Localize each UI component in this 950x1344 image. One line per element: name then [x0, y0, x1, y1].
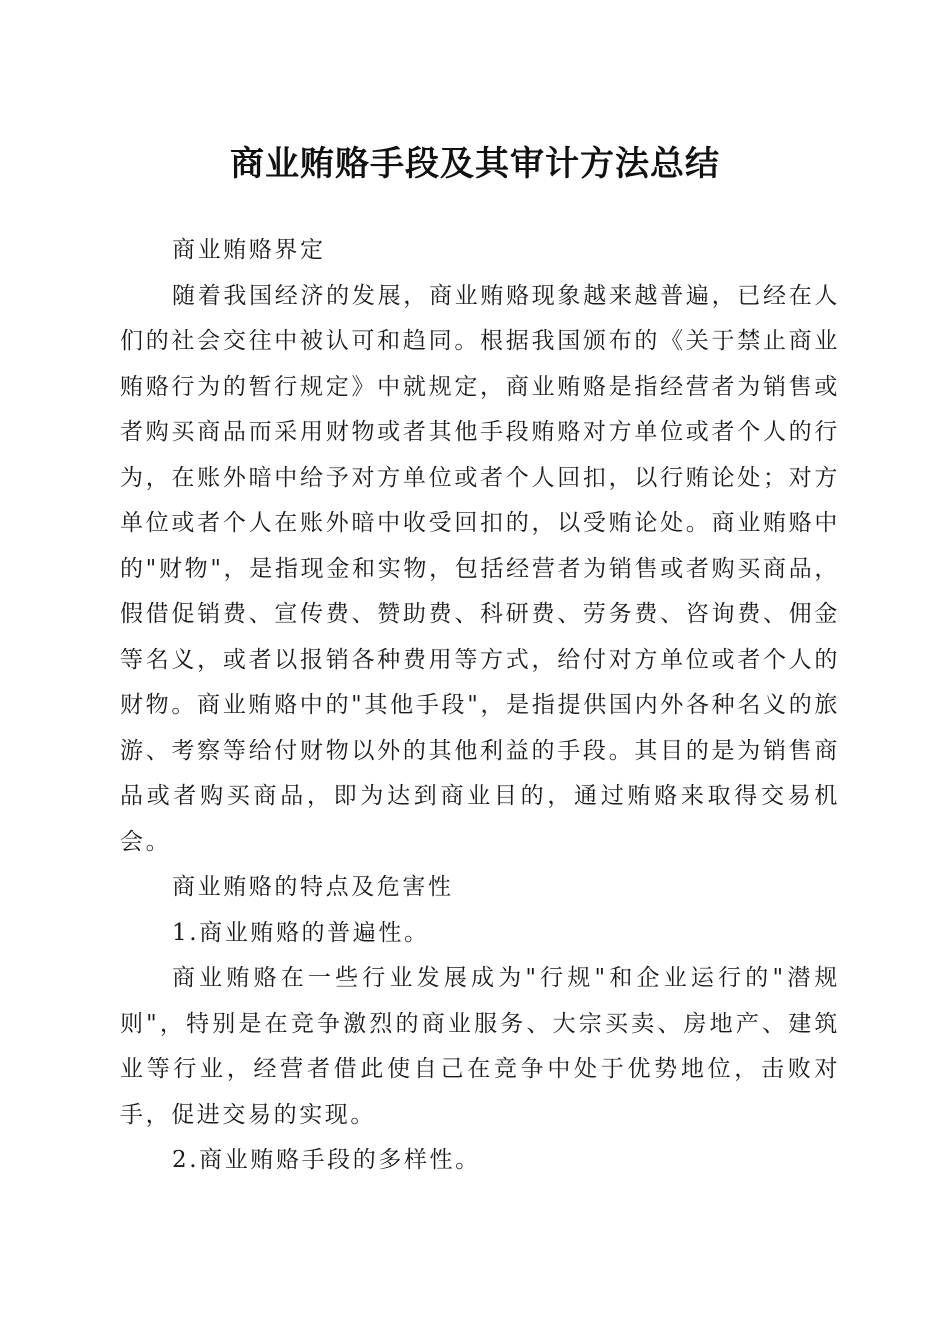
section-heading-characteristics: 商业贿赂的特点及危害性 — [172, 874, 454, 900]
document-body — [120, 228, 840, 1184]
list-item-universality: 1.商业贿赂的普遍性。 — [172, 919, 430, 946]
paragraph-universality: 商业贿赂在一些行业发展成为"行规"和企业运行的"潜规则"，特别是在竞争激烈的商业服务、大宗买卖、房地产、建筑业等行业，经营者借此使自己在竞争中处于优势地位，击败对手，促进交易的实现。 — [120, 965, 840, 1128]
section-heading-definition: 商业贿赂界定 — [172, 237, 326, 263]
list-item-diversity: 2.商业贿赂手段的多样性。 — [172, 1147, 481, 1173]
paragraph-definition: 随着我国经济的发展，商业贿赂现象越来越普遍，已经在人们的社会交往中被认可和趋同。根据我国颁布的《关于禁止商业贿赂行为的暂行规定》中就规定，商业贿赂是指经营者为销售或者购买商品而采用财物或者其他手段贿赂对方单位或者个人的行为，在账外暗中给予对方单位或者个人回扣，以行贿论处；对方单位或者个人在账外暗中收受回扣的，以受贿论处。商业贿赂中的"财物"，是指现金和实物，包括经营者为销售或者购买商品，假借促销费、宣传费、赞助费、科研费、劳务费、咨询费、佣金等名义，或者以报销各种费用等方式，给付对方单位或者个人的财物。商业贿赂中的"其他手段"，是指提供国内外各种名义的旅游、考察等给付财物以外的其他利益的手段。其目的是为销售商品或者购买商品，即为达到商业目的，通过贿赂来取得交易机会。 — [120, 282, 840, 855]
document-title: 商业贿赂手段及其审计方法总结 — [230, 144, 720, 184]
